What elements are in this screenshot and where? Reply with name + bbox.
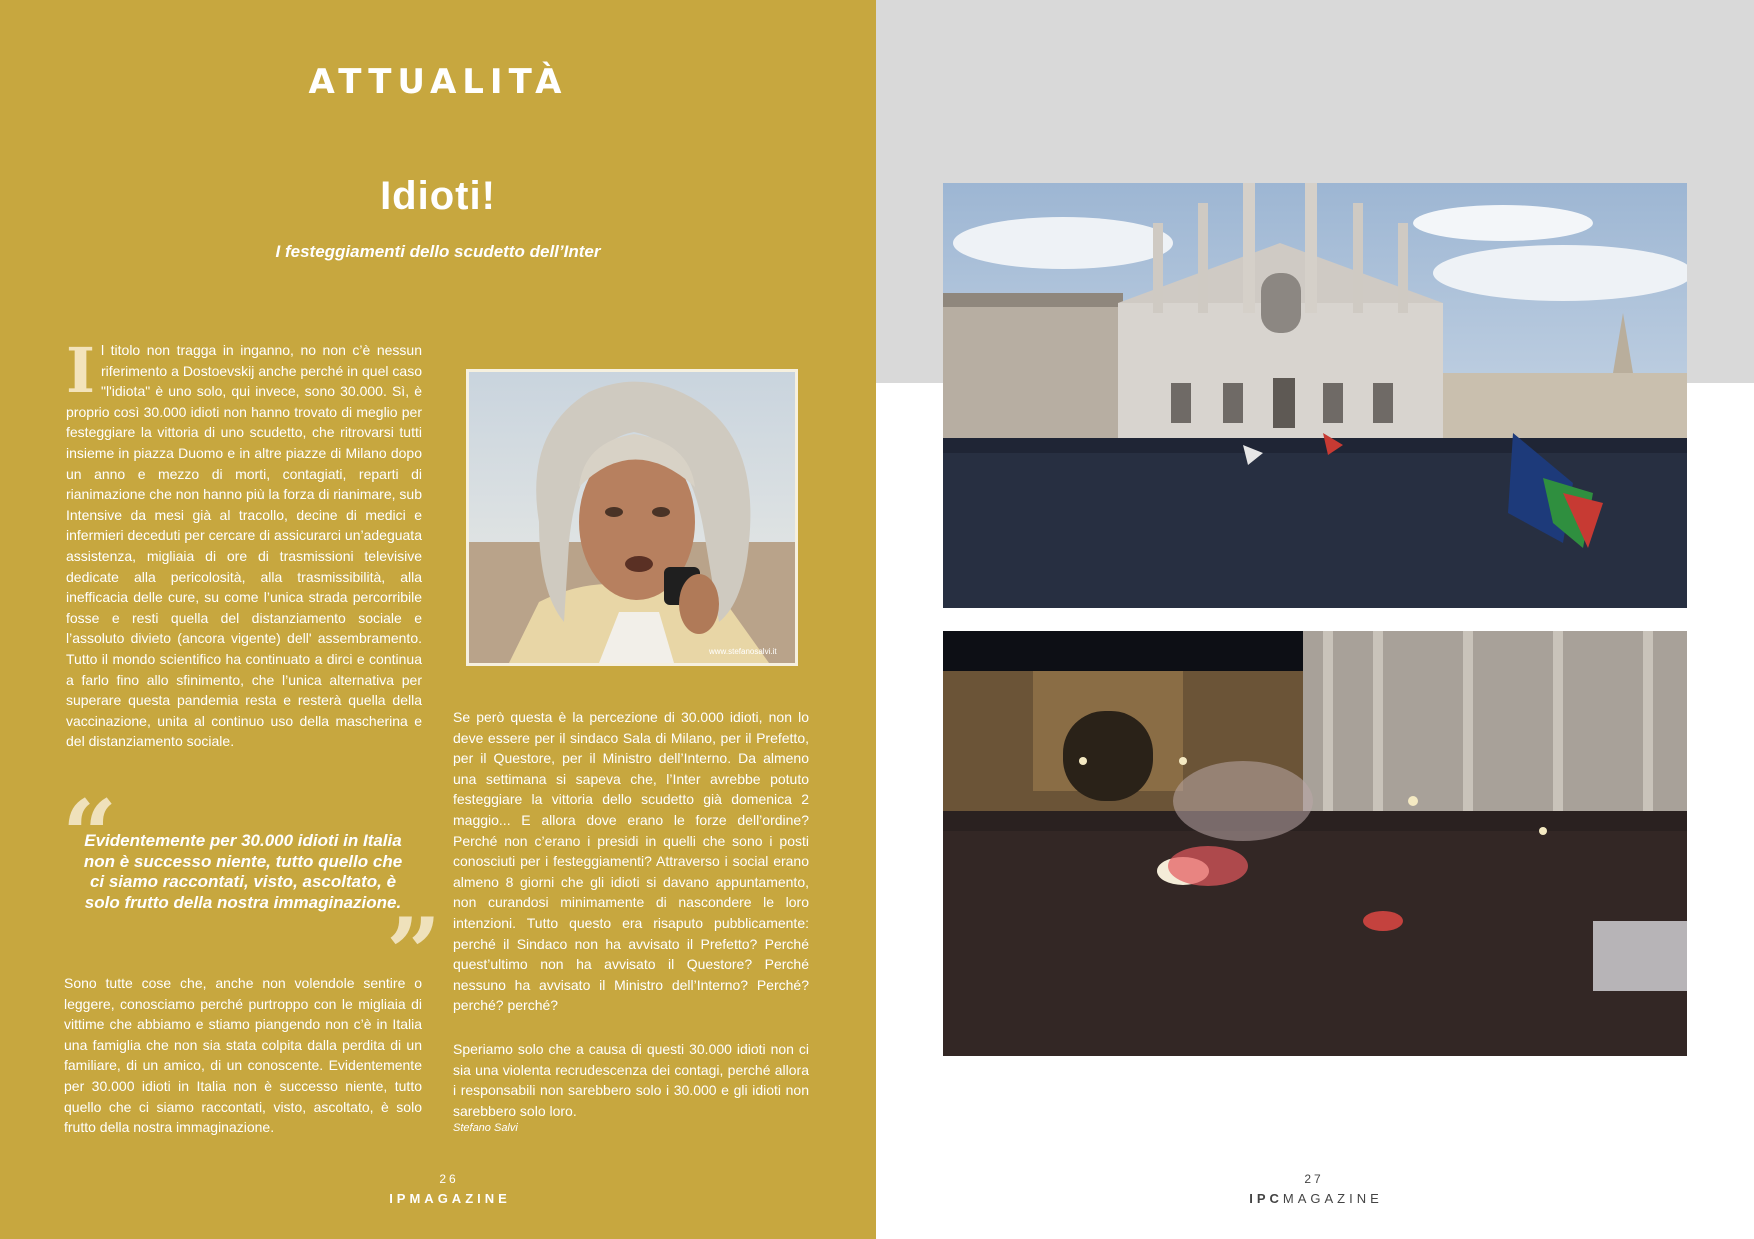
portrait-illustration	[469, 372, 795, 663]
left-page	[0, 0, 876, 1239]
paragraph-1-text: l titolo non tragga in inganno, no non c’è nessun riferimento a Dostoevskij anche perché in quel caso "l'idiota" è uno solo, qui invece, sono 30.000. Sì, è proprio così 30.000 idioti non hanno trovato di meglio per festeggiare la vittoria di uno scudetto, che ritrovarsi tutti insieme in piazza Duomo e in altre piazze di Milano dopo un anno e mezzo di morti, contagiati, reparti di rianimazione che non hanno più la forza di rianimare, sub Intensive da mesi già al tracollo, decine di medici e infermieri deceduti per cercare di assicurarci un’adeguata assistenza, migliaia di ore di trasmissioni televisive dedicate alla pericolosità, alla trasmissibilità, alla inefficacia delle cure, su come l’unica strada percorribile fosse e resti quella del distanziamento sociale e l’assoluto divieto (ancora vigente) dell' assembramento. Tutto il mondo scientifico ha continuato a dirci e continua a farlo fino allo sfinimento, che l’unica alternativa per superare questa pandemia resta e resterà quella della vaccinazione, unita al continuo uso della mascherina e del distanziamento sociale.	[66, 342, 422, 750]
duomo-night-photo	[943, 631, 1687, 1056]
quote-open-icon: “	[62, 779, 118, 892]
quote-close-icon: ”	[386, 897, 442, 1010]
pull-quote: Evidentemente per 30.000 idioti in Italia non è successo niente, tutto quello che ci siamo raccontati, visto, ascoltato, è solo frutto della nostra immaginazione.	[83, 831, 403, 912]
duomo-day-photo	[943, 183, 1687, 608]
paragraph-1	[66, 334, 422, 752]
article-title: Idioti!	[380, 174, 496, 218]
magazine-name-bold: IPC	[1249, 1191, 1283, 1206]
magazine-name-left: IPMAGAZINE	[389, 1191, 511, 1206]
page-number-right: 27	[1304, 1172, 1324, 1186]
page-number-left: 26	[439, 1172, 459, 1186]
duomo-night-illustration	[943, 631, 1687, 1056]
paragraph-2: Sono tutte cose che, anche non volendole sentire o leggere, conosciamo perché purtroppo con le migliaia di vittime che abbiamo e stiamo piangendo non c’è in Italia una famiglia che non sia stata colpita dalla perdita di un familiare, di un amico, di un conoscente. Evidentemente per 30.000 idioti in Italia non è successo niente, tutto quello che ci siamo raccontati, visto, ascoltato, è solo frutto della nostra immaginazione.	[64, 975, 422, 1136]
paragraph-4: Speriamo solo che a causa di questi 30.000 idioti non ci sia una violenta recrudescenza dei contagi, perché allora i responsabili non sarebbero solo i 30.000 e gli idioti non sarebbero solo loro.	[453, 1041, 809, 1119]
magazine-name-rest: MAGAZINE	[1282, 1191, 1383, 1206]
article-subtitle: I festeggiamenti dello scudetto dell’Inter	[275, 242, 601, 261]
author-portrait	[466, 369, 798, 666]
photo-credit: www.stefanosalvi.it	[709, 647, 777, 656]
paragraph-3: Se però questa è la percezione di 30.000 idioti, non lo deve essere per il sindaco Sala di Milano, per il Prefetto, per il Questore, per il Ministro dell’Interno. Da almeno una settimana si sapeva che, l’Inter avrebbe potuto festeggiare la vittoria dello scudetto già domenica 2 maggio... E allora dove erano le forze dell’ordine? Perché non c’erano i presidi in quelli che sono i posti conosciuti per i festeggiamenti? Attraverso i social erano almeno 8 giorni che gli idioti si davano appuntamento, non curandosi minimamente di nascondere le loro intenzioni. Tutto questo era risaputo pubblicamente: perché il Sindaco non ha avvisato il Prefetto? Perché quest’ultimo non ha avvisato il Questore? Perché nessuno ha avvisato il Ministro dell’Interno? Perché? perché? perché?	[453, 709, 809, 1014]
section-title: ATTUALITÀ	[308, 62, 568, 102]
drop-cap: I	[66, 334, 96, 407]
magazine-name-right	[1186, 1191, 1446, 1206]
duomo-day-illustration	[943, 183, 1687, 608]
author-name: Stefano Salvi	[453, 1122, 518, 1134]
